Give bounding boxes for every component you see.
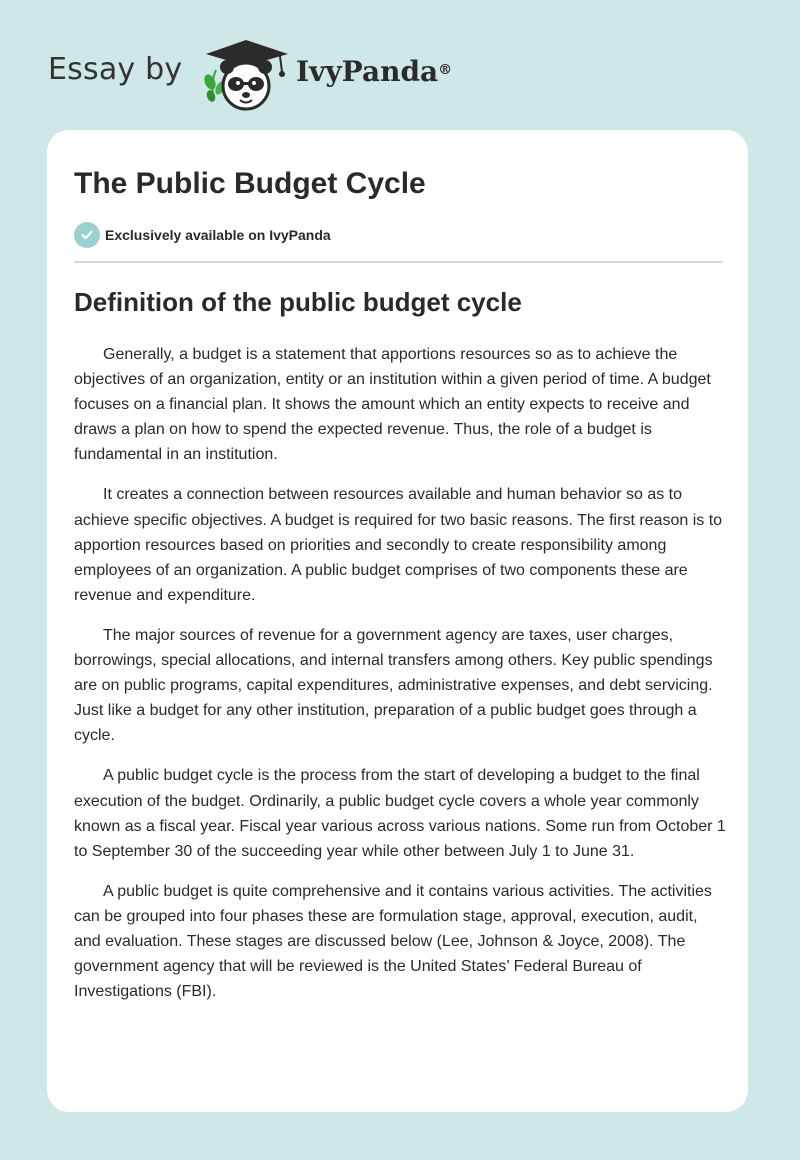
section-heading: Definition of the public budget cycle	[74, 287, 522, 317]
paragraph: A public budget is quite comprehensive and it contains various activities. The activities can be grouped into four phases these are formulation stage, approval, execution, audit, and evaluation. These stages are discussed below (Lee, Johnson & Joyce, 2008). The government agency that will be reviewed is the United States’ Federal Bureau of Investigations (FBI).	[74, 882, 712, 1001]
paragraph: Generally, a budget is a statement that apportions resources so as to achieve the objectives of an organization, entity or an institution within a given period of time. A budget focuses on a financial plan. It shows the amount which an entity expects to receive and draws a plan on how to spend the expected revenue. Thus, the role of a budget is fundamental in an institution.	[74, 346, 711, 464]
brand-name-text: IvyPanda	[296, 55, 439, 88]
paragraph: It creates a connection between resources available and human behavior so as to achieve specific objectives. A budget is required for two basic reasons. The first reason is to apportion resources based on priorities and secondly to create responsibility among employees of an organization. A public budget comprises of two components these are revenue and expenditure.	[74, 486, 723, 604]
site-header	[0, 0, 800, 130]
divider	[74, 261, 723, 263]
essay-card	[47, 130, 748, 1112]
essay-by-label: Essay by	[48, 52, 183, 87]
exclusive-badge	[74, 222, 331, 248]
registered-mark: ®	[438, 62, 453, 78]
page-title: The Public Budget Cycle	[74, 167, 426, 200]
essay-body	[74, 342, 726, 1019]
exclusive-badge-label: Exclusively available on IvyPanda	[105, 227, 331, 243]
brand-name	[296, 52, 452, 92]
paragraph: The major sources of revenue for a government agency are taxes, user charges, borrowings, special allocations, and internal transfers among others. Key public spendings are on public programs, capital expenditures, administrative expenses, and debt servicing. Just like a budget for any other institution, preparation of a public budget goes through a cycle.	[74, 626, 713, 745]
paragraph: A public budget cycle is the process from the start of developing a budget to the final execution of the budget. Ordinarily, a public budget cycle covers a whole year commonly known as a fiscal year. Fiscal year various across various nations. Some run from October 1 to September 30 of the succeeding year while other between July 1 to June 31.	[74, 767, 726, 860]
check-circle-icon	[74, 222, 100, 248]
panda-graduate-logo-icon	[200, 36, 292, 112]
